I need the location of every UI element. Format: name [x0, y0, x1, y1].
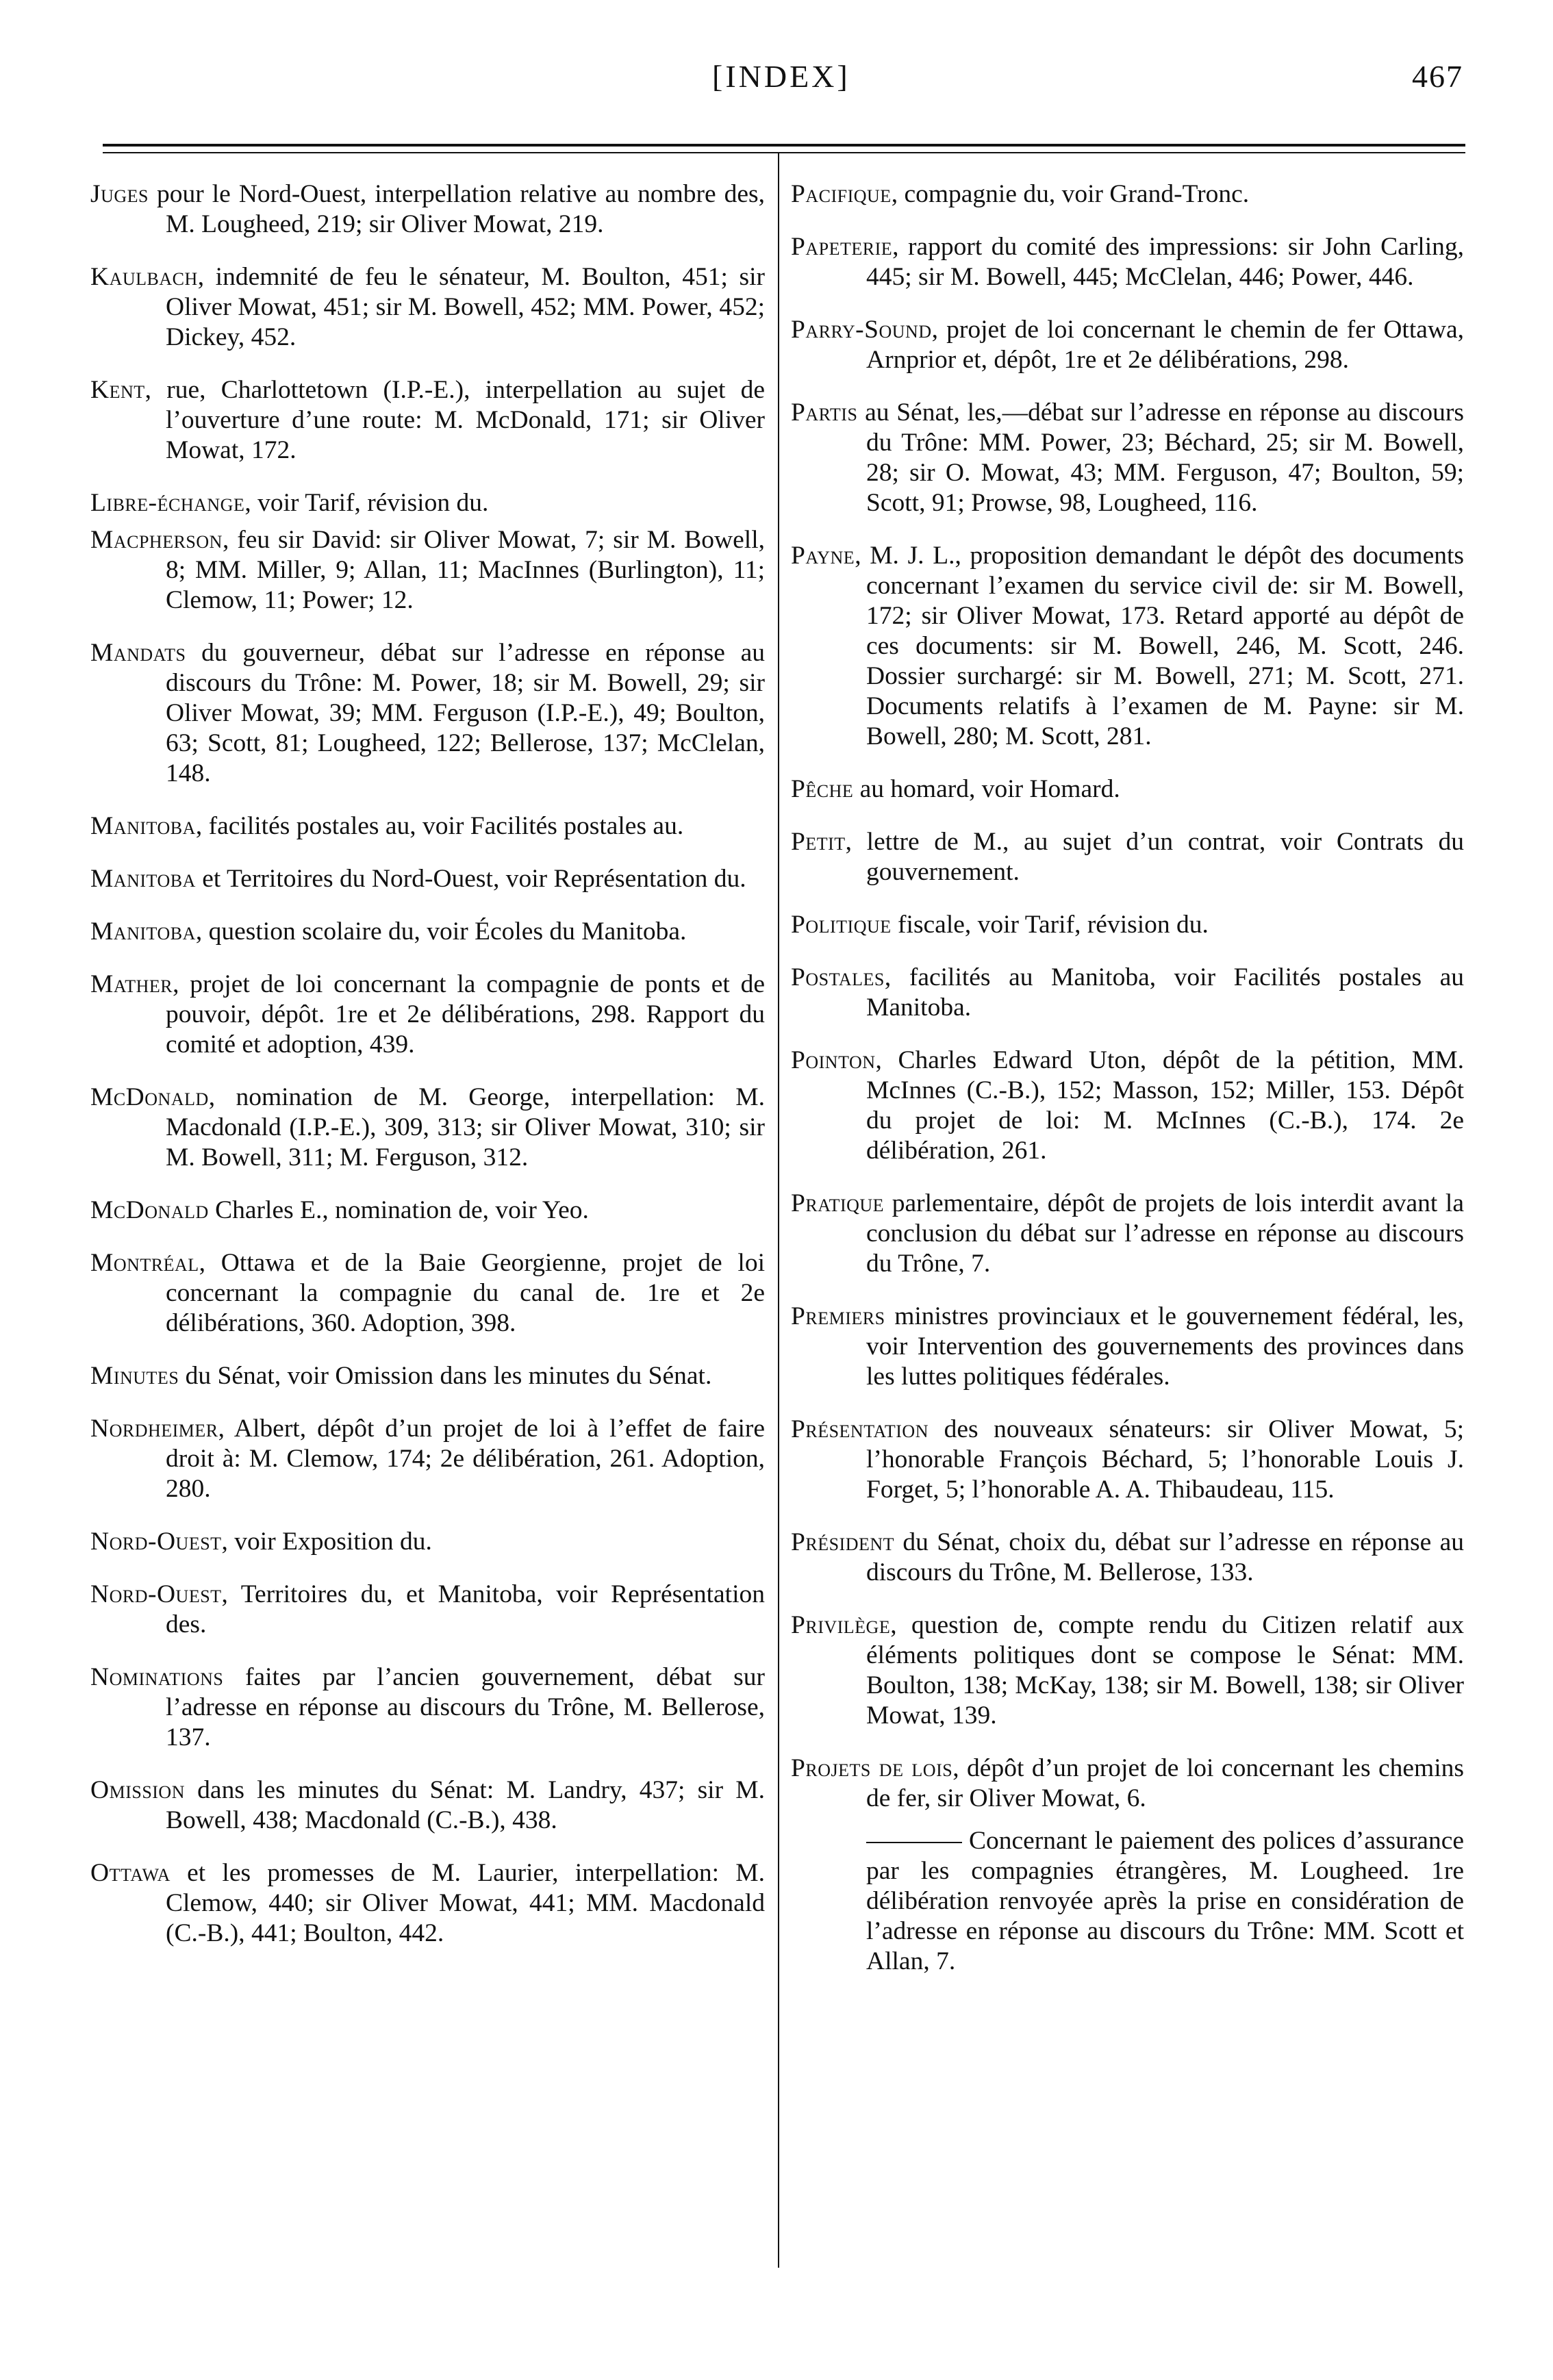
ditto-dash: [866, 1842, 962, 1843]
entry-heading: McDonald: [90, 1196, 209, 1224]
entry-text: faites par l’ancien gouvernement, débat sur l’adresse en réponse au discours du Trône, M. Bellerose, 137.: [166, 1663, 765, 1751]
entry-text: , voir Tarif, révision du.: [244, 489, 489, 517]
entry-text: , question de, compte rendu du Citizen relatif aux éléments politiques dont se compose le Sénat: MM. Boulton, 138; McKay, 138; sir M. Bowell, 138; sir Oliver Mowat, 139.: [866, 1611, 1464, 1730]
left-column: [90, 179, 765, 1971]
entry-text: , Ottawa et de la Baie Georgienne, projet de loi concernant la compagnie du canal de. 1re et 2e délibérations, 360. Adoption, 398.: [166, 1249, 765, 1337]
entry-text: Concernant le paiement des polices d’assurance par les compagnies étrangères, M. Lougheed. 1re délibération renvoyée après la prise en considération de l’adresse en réponse au discours du Trône: MM. Scott et Allan, 7.: [866, 1827, 1464, 1975]
entry-text: , Albert, dépôt d’un projet de loi à l’effet de faire droit à: M. Clemow, 174; 2e délibération, 261. Adoption, 280.: [166, 1415, 765, 1503]
entry-heading: Pêche: [791, 775, 854, 803]
index-entry: [791, 774, 1464, 805]
entry-heading: Mandats: [90, 639, 186, 667]
entry-heading: Kent: [90, 376, 145, 404]
index-entry: [791, 1189, 1464, 1279]
index-entry: [90, 1083, 765, 1173]
entry-heading: Montréal: [90, 1249, 199, 1277]
index-entry: [90, 1775, 765, 1836]
index-entry: [791, 315, 1464, 375]
entry-heading: Parry-Sound: [791, 316, 932, 344]
index-entry: [791, 1302, 1464, 1392]
index-entry: [90, 375, 765, 466]
header-rule-thick: [103, 144, 1465, 147]
index-entry: [791, 1528, 1464, 1588]
index-entry: [791, 541, 1464, 752]
entry-text: , projet de loi concernant la compagnie de ponts et de pouvoir, dépôt. 1re et 2e délibérations, 298. Rapport du comité et adoption, 439.: [166, 970, 765, 1059]
entry-heading: Pacifique: [791, 180, 892, 208]
entry-heading: Omission: [90, 1776, 185, 1804]
index-entry: [90, 1361, 765, 1391]
index-entry: [90, 1195, 765, 1226]
entry-text: , nomination de M. George, interpellation: M. Macdonald (I.P.-E.), 309, 313; sir Oliver Mowat, 310; sir M. Bowell, 311; M. Ferguson, 312.: [166, 1083, 765, 1172]
entry-text: , projet de loi concernant le chemin de fer Ottawa, Arnprior et, dépôt, 1re et 2e délibérations, 298.: [866, 316, 1464, 374]
entry-text: , facilités postales au, voir Facilités postales au.: [195, 812, 684, 840]
entry-text: , lettre de M., au sujet d’un contrat, voir Contrats du gouvernement.: [845, 828, 1464, 886]
entry-text: , dépôt d’un projet de loi concernant les chemins de fer, sir Oliver Mowat, 6.: [866, 1754, 1464, 1812]
entry-heading: Manitoba: [90, 865, 196, 893]
index-entry: [90, 179, 765, 240]
entry-heading: Kaulbach: [90, 263, 198, 291]
entry-text: du Sénat, choix du, débat sur l’adresse en réponse au discours du Trône, M. Bellerose, 133.: [866, 1528, 1464, 1586]
index-entry: [791, 1754, 1464, 1814]
entry-text: du Sénat, voir Omission dans les minutes du Sénat.: [179, 1362, 712, 1390]
entry-text: , Territoires du, et Manitoba, voir Représentation des.: [166, 1580, 765, 1638]
index-entry: [791, 963, 1464, 1023]
index-entry: [791, 827, 1464, 887]
entry-text: parlementaire, dépôt de projets de lois interdit avant la conclusion du débat sur l’adresse en réponse au discours du Trône, 7.: [866, 1189, 1464, 1278]
entry-heading: Pratique: [791, 1189, 885, 1217]
entry-text: , feu sir David: sir Oliver Mowat, 7; sir M. Bowell, 8; MM. Miller, 9; Allan, 11; MacInnes (Burlington), 11; Clemow, 11; Power; 12.: [166, 526, 765, 614]
index-entry: [791, 398, 1464, 518]
entry-text: , rue, Charlottetown (I.P.-E.), interpellation au sujet de l’ouverture d’une route: M. McDonald, 171; sir Oliver Mowat, 172.: [144, 376, 765, 464]
page-number: 467: [1412, 59, 1463, 94]
right-column: [791, 179, 1464, 1999]
entry-heading: Libre-échange: [90, 489, 245, 517]
running-title: [INDEX]: [712, 59, 850, 94]
entry-text: et les promesses de M. Laurier, interpellation: M. Clemow, 440; sir Oliver Mowat, 441; MM. Macdonald (C.-B.), 441; Boulton, 442.: [166, 1859, 765, 1947]
entry-heading: Présentation: [791, 1415, 929, 1443]
index-entry: [90, 1858, 765, 1949]
entry-text: , Charles Edward Uton, dépôt de la pétition, MM. McInnes (C.-B.), 152; Masson, 152; Miller, 153. Dépôt du projet de loi: M. McInnes (C.-B.), 174. 2e délibération, 261.: [866, 1046, 1464, 1165]
index-entry: [90, 864, 765, 894]
index-entry: [791, 232, 1464, 292]
index-entry: [791, 910, 1464, 940]
index-entry: [90, 1580, 765, 1640]
entry-text: au homard, voir Homard.: [853, 775, 1120, 803]
entry-heading: Manitoba: [90, 917, 196, 946]
index-entry: [90, 1662, 765, 1753]
index-entry: [90, 1248, 765, 1339]
entry-text: fiscale, voir Tarif, révision du.: [891, 911, 1209, 939]
index-entry: [90, 917, 765, 947]
entry-text: des nouveaux sénateurs: sir Oliver Mowat, 5; l’honorable François Béchard, 5; l’honorable Louis J. Forget, 5; l’honorable A. A. Thibaudeau, 115.: [866, 1415, 1464, 1504]
entry-heading: Pointon: [791, 1046, 876, 1074]
entry-heading: Papeterie: [791, 233, 893, 261]
index-entry: [791, 1415, 1464, 1505]
entry-heading: Mather: [90, 970, 173, 998]
entry-heading: Macpherson: [90, 526, 223, 554]
entry-heading: Payne: [791, 542, 855, 570]
index-entry: [90, 262, 765, 353]
entry-text: et Territoires du Nord-Ouest, voir Représentation du.: [195, 865, 746, 893]
entry-heading: Petit: [791, 828, 846, 856]
entry-text: du gouverneur, débat sur l’adresse en réponse au discours du Trône: M. Power, 18; sir M. Bowell, 29; sir Oliver Mowat, 39; MM. Ferguson (I.P.-E.), 49; Boulton, 63; Scott, 81; Lougheed, 122; Bellerose, 137; McClelan, 148.: [166, 639, 765, 787]
entry-text: , M. J. L., proposition demandant le dépôt des documents concernant l’examen du service civil de: sir M. Bowell, 172; sir Oliver Mowat, 173. Retard apporté au dépôt de ces documents: sir M. Bowell, 246, M. Scott, 246. Dossier surchargé: sir M. Bowell, 271; M. Scott, 271. Documents relatifs à l’examen de M. Payne: sir M. Bowell, 280; M. Scott, 281.: [855, 542, 1464, 750]
index-entry: [90, 811, 765, 841]
index-subentry: [791, 1826, 1464, 1977]
entry-text: au Sénat, les,—débat sur l’adresse en réponse au discours du Trône: MM. Power, 23; Béchard, 25; sir M. Bowell, 28; sir O. Mowat, 43; MM. Ferguson, 47; Boulton, 59; Scott, 91; Prowse, 98, Lougheed, 116.: [857, 398, 1464, 517]
index-entry: [791, 179, 1464, 210]
entry-text: Charles E., nomination de, voir Yeo.: [208, 1196, 589, 1224]
index-entry: [791, 1610, 1464, 1731]
entry-text: , rapport du comité des impressions: sir John Carling, 445; sir M. Bowell, 445; McClelan, 446; Power, 446.: [866, 233, 1464, 291]
entry-text: dans les minutes du Sénat: M. Landry, 437; sir M. Bowell, 438; Macdonald (C.-B.), 438.: [166, 1776, 765, 1834]
entry-heading: Projets de lois: [791, 1754, 953, 1782]
entry-heading: Ottawa: [90, 1859, 171, 1887]
index-entry: [791, 1046, 1464, 1166]
entry-text: , facilités au Manitoba, voir Facilités postales au Manitoba.: [866, 963, 1464, 1022]
entry-heading: Partis: [791, 398, 858, 427]
header-rule-thin: [103, 152, 1465, 153]
entry-text: pour le Nord-Ouest, interpellation relative au nombre des, M. Lougheed, 219; sir Oliver Mowat, 219.: [149, 180, 765, 238]
entry-heading: Manitoba: [90, 812, 196, 840]
index-entry: [90, 1527, 765, 1557]
entry-heading: Nord-Ouest: [90, 1580, 222, 1608]
index-entry: [90, 638, 765, 789]
page-header: [0, 58, 1553, 113]
entry-heading: Minutes: [90, 1362, 179, 1390]
entry-heading: Politique: [791, 911, 892, 939]
entry-text: , compagnie du, voir Grand-Tronc.: [891, 180, 1250, 208]
index-entry: [90, 970, 765, 1060]
entry-heading: Nordheimer: [90, 1415, 218, 1443]
index-entry: [90, 525, 765, 616]
entry-text: , question scolaire du, voir Écoles du Manitoba.: [195, 917, 687, 946]
entry-heading: Président: [791, 1528, 895, 1556]
entry-heading: Privilège: [791, 1611, 891, 1639]
entry-text: , indemnité de feu le sénateur, M. Boulton, 451; sir Oliver Mowat, 451; sir M. Bowell, 452; MM. Power, 452; Dickey, 452.: [166, 263, 765, 351]
index-entry: [90, 1414, 765, 1504]
entry-heading: Nord-Ouest: [90, 1528, 222, 1556]
entry-heading: Premiers: [791, 1302, 885, 1330]
entry-heading: Juges: [90, 180, 149, 208]
entry-heading: McDonald: [90, 1083, 209, 1111]
index-entry: [90, 488, 765, 518]
entry-text: ministres provinciaux et le gouvernement fédéral, les, voir Intervention des gouvernements des provinces dans les luttes politiques fédérales.: [866, 1302, 1464, 1391]
entry-heading: Postales: [791, 963, 885, 991]
column-divider: [778, 152, 779, 2268]
entry-text: , voir Exposition du.: [221, 1528, 432, 1556]
entry-heading: Nominations: [90, 1663, 224, 1691]
